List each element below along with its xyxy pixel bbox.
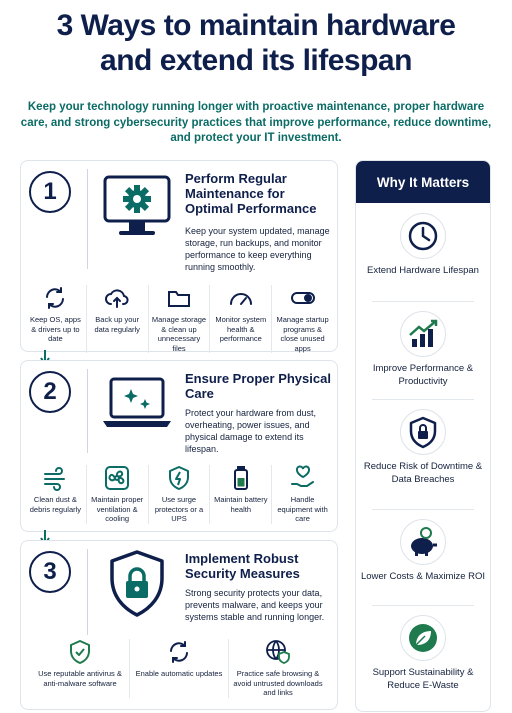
list-item: Maintain battery health (210, 465, 272, 524)
step-number: 3 (29, 551, 71, 593)
action-list (31, 639, 327, 698)
list-item: Enable automatic updates (130, 639, 229, 698)
title-line-1: 3 Ways to maintain hardware (56, 9, 456, 42)
benefit-item: Extend Hardware Lifespan (356, 213, 490, 278)
fan-icon (104, 465, 130, 491)
step-title: Perform Regular Maintenance for Optimal Performance (185, 171, 317, 216)
list-item: Maintain proper ventilation & cooling (87, 465, 149, 524)
benefit-item: Improve Performance & Productivity (356, 311, 490, 388)
benefit-item: Lower Costs & Maximize ROI (356, 519, 490, 584)
list-item: Clean dust & debris regularly (25, 465, 87, 524)
laptop-sparkle-icon (101, 375, 173, 440)
leaf-icon (406, 621, 440, 655)
list-item: Monitor system health & performance (210, 285, 272, 353)
step-description: Keep your system updated, manage storage, run backups, and monitor performance to keep everything running smoothly. (185, 226, 330, 272)
cloud-upload-icon (104, 285, 130, 311)
gauge-icon (228, 285, 254, 311)
shield-lock-icon (406, 415, 440, 449)
step-description: Strong security protects your data, prevents malware, and keeps your systems stable and running longer. (185, 588, 325, 622)
list-item: Use reputable antivirus & anti-malware software (31, 639, 130, 698)
globe-shield-icon (265, 639, 291, 665)
growth-chart-icon (406, 317, 440, 351)
step-title: Implement Robust Security Measures (185, 551, 300, 581)
list-item: Keep OS, apps & drivers up to date (25, 285, 87, 353)
action-list (25, 285, 333, 353)
sync-icon (166, 639, 192, 665)
toggle-icon (290, 285, 316, 311)
step-description: Protect your hardware from dust, overheating, power issues, and physical damage to extend its lifespan. (185, 408, 317, 454)
battery-icon (228, 465, 254, 491)
hand-heart-icon (290, 465, 316, 491)
benefit-item: Reduce Risk of Downtime & Data Breaches (356, 409, 490, 486)
list-item: Manage startup programs & close unused apps (272, 285, 333, 353)
divider (87, 169, 88, 269)
monitor-gear-icon (101, 171, 173, 248)
piggy-bank-icon (406, 525, 440, 559)
folder-icon (166, 285, 192, 311)
benefit-item: Support Sustainability & Reduce E-Waste (356, 615, 490, 692)
page-title (0, 8, 512, 78)
shield-check-icon (67, 639, 93, 665)
panel-title: Why It Matters (356, 161, 490, 203)
step-number: 2 (29, 371, 71, 413)
action-list (25, 465, 333, 524)
refresh-icon (42, 285, 68, 311)
page-subtitle: Keep your technology running longer with proactive maintenance, proper hardware care, and strong cybersecurity practices that improve performance, reduce downtime, and protect your IT investment. (20, 101, 492, 144)
divider (87, 549, 88, 635)
list-item: Handle equipment with care (272, 465, 333, 524)
step-title: Ensure Proper Physical Care (185, 371, 331, 401)
why-it-matters-panel (355, 160, 491, 712)
list-item: Back up your data regularly (87, 285, 149, 353)
shield-lock-icon (107, 549, 167, 624)
wind-icon (42, 465, 68, 491)
title-line-2: and extend its lifespan (100, 44, 412, 77)
list-item: Practice safe browsing & avoid untrusted downloads and links (229, 639, 327, 698)
divider (87, 369, 88, 453)
step-number: 1 (29, 171, 71, 213)
step-card-physical-care (20, 360, 338, 532)
list-item: Manage storage & clean up unnecessary files (149, 285, 211, 353)
clock-icon (406, 219, 440, 253)
list-item: Use surge protectors or a UPS (149, 465, 211, 524)
surge-protector-icon (166, 465, 192, 491)
step-card-maintenance (20, 160, 338, 352)
step-card-security (20, 540, 338, 710)
